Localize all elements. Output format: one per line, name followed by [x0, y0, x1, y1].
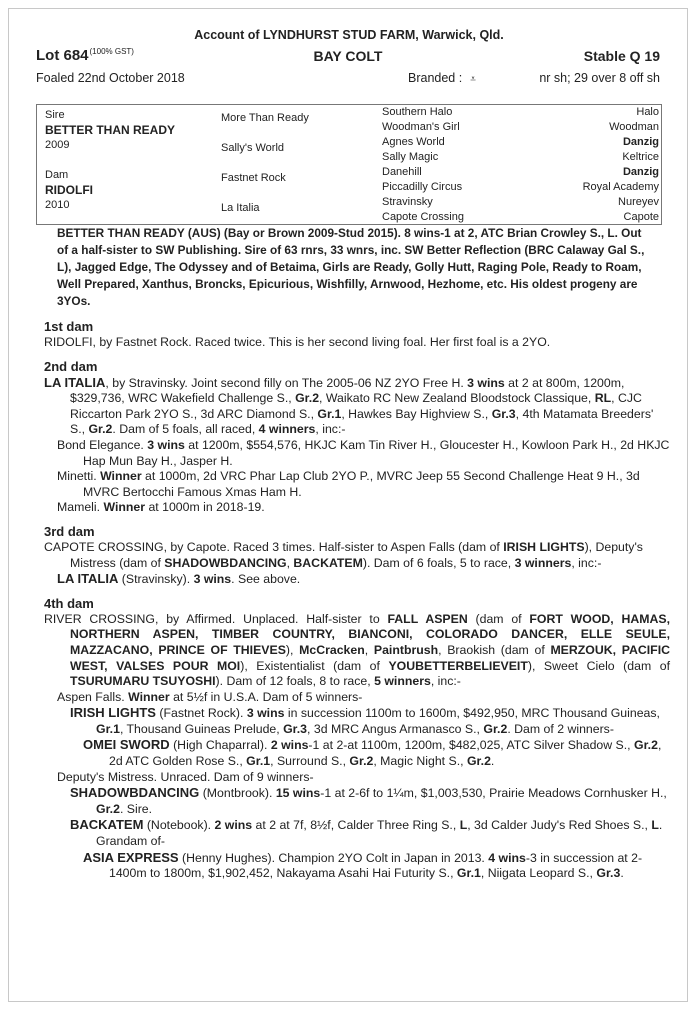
pedigree-table: [36, 104, 662, 225]
bold-text: L: [651, 818, 659, 833]
bold-text: BACKATEM: [70, 817, 144, 833]
gen3-ancestor: Woodman's Girl: [382, 121, 460, 133]
text-run: (Fastnet Rock).: [155, 706, 247, 721]
bold-text: SHADOWBDANCING: [70, 785, 200, 801]
progeny-entry: [44, 438, 670, 469]
bold-text: Gr.2: [349, 754, 374, 769]
text-run: .: [620, 866, 624, 881]
bold-text: Gr.3: [283, 721, 308, 736]
bold-text: Gr.1: [246, 754, 271, 769]
pedigree-gen4: [583, 105, 659, 225]
sire-name: BETTER THAN READY: [45, 123, 176, 137]
text-run: , Surround S.,: [270, 754, 350, 769]
text-run: (Stravinsky).: [118, 572, 194, 587]
bold-text: Gr.3: [491, 406, 516, 421]
bold-text: 15 wins: [275, 786, 321, 801]
first-dam-heading: 1st dam: [44, 319, 94, 334]
text-run: in succession 1100m to 1600m, $492,950, MRC Thousand Guineas,: [284, 706, 660, 721]
text-run: , Braokish (dam of: [438, 642, 551, 657]
dam-dam: La Italia: [221, 202, 260, 214]
first-dam-text: RIDOLFI, by Fastnet Rock. Raced twice. This is her second living foal. Her first foal is a 2YO.: [44, 335, 551, 349]
bold-text: 3 wins: [147, 437, 185, 452]
text-run: .: [490, 754, 495, 769]
dam-name: RIDOLFI: [45, 183, 93, 197]
gen4-ancestor: Danzig: [622, 166, 659, 178]
bold-text: YOUBETTERBELIEVEIT: [388, 658, 528, 673]
bold-text: LA ITALIA: [57, 571, 119, 587]
bold-text: L: [459, 818, 468, 833]
text-run: . Dam of 5 foals, all raced,: [112, 422, 259, 437]
lot-label: Lot 684: [36, 47, 89, 64]
text-run: (dam of: [467, 611, 530, 626]
text-run: ), Sweet Cielo (dam of: [527, 658, 670, 673]
gst-note: (100% GST): [89, 47, 134, 56]
bold-text: Gr.3: [596, 866, 621, 881]
bold-text: 3 wins: [467, 375, 505, 390]
text-run: RIVER CROSSING, by Affirmed. Unplaced. Half-sister to: [44, 611, 388, 626]
bold-text: 5 winners: [374, 674, 431, 689]
text-run: , Magic Night S.,: [373, 754, 467, 769]
text-run: , by Stravinsky. Joint second filly on The 2005-06 NZ 2YO Free H.: [105, 375, 468, 390]
text-run: , Waikato RC New Zealand Bloodstock Classique,: [319, 391, 595, 406]
gen4-ancestor: Capote: [623, 211, 659, 223]
lot-header: [36, 47, 660, 67]
text-run: . Dam of 2 winners-: [507, 721, 614, 736]
bold-text: Gr.2: [96, 801, 120, 816]
family-details: [44, 319, 670, 882]
bold-text: Gr.2: [295, 391, 320, 406]
bold-text: 4 winners: [258, 422, 316, 437]
sire-year: 2009: [45, 139, 70, 151]
text-run: at 1000m, 2d VRC Phar Lap Club 2YO P., MVRC Jeep 55 Second Challenge Heat 9 H., 3d MVRC Bertocchi Famous Xmas Ham H.: [83, 469, 640, 499]
bold-text: Winner: [103, 500, 146, 515]
bold-text: Gr.1: [456, 866, 481, 881]
text-run: , CJC Riccarton Park 2YO S., 3d ARC Diamond S.,: [70, 391, 642, 421]
third-dam-heading: 3rd dam: [44, 523, 95, 539]
gen4-ancestor: Nureyev: [618, 196, 659, 208]
pedigree-parents: [45, 108, 175, 213]
gen4-ancestor: Keltrice: [622, 151, 659, 163]
gen3-ancestor: Sally Magic: [382, 151, 439, 163]
text-run: (Montbrook).: [199, 786, 276, 801]
text-run: , 4th Matamata Breeders' S.,: [70, 406, 654, 437]
text-run: ). Dam of 12 foals, 8 to race,: [215, 674, 375, 689]
horse-description: BAY COLT: [313, 48, 383, 64]
bold-text: TSURUMARU TSUYOSHI: [70, 674, 216, 689]
sire-dam: Sally's World: [221, 142, 285, 154]
bold-text: 2 wins: [214, 818, 253, 833]
bold-text: LA ITALIA: [44, 374, 106, 390]
text-run: -3 in succession at 2-1400m to 1800m, $1,902,452, Nakayama Asahi Hai Futurity S.,: [109, 850, 643, 881]
bold-text: MERZOUK, PACIFIC WEST, VALSES POUR MOI: [70, 642, 670, 673]
gen3-ancestor: Agnes World: [382, 136, 445, 148]
branded-info: [408, 71, 476, 85]
bold-text: Winner: [100, 469, 142, 484]
dam-sire: Fastnet Rock: [221, 172, 286, 184]
fourth-dam-heading: 4th dam: [44, 595, 94, 611]
gen4-ancestor: Royal Academy: [582, 181, 659, 193]
bold-text: FALL ASPEN: [387, 611, 468, 626]
bold-text: IRISH LIGHTS: [70, 705, 156, 721]
bold-text: Winner: [128, 689, 170, 704]
bold-text: Gr.1: [317, 406, 342, 421]
bold-text: Gr.2: [634, 738, 658, 753]
text-run: , Niigata Leopard S.,: [480, 866, 597, 881]
bold-text: Gr.2: [466, 754, 491, 769]
text-run: at 1000m in 2018-19.: [145, 500, 265, 515]
foaled-date: Foaled 22nd October 2018: [36, 71, 185, 85]
gen3-ancestor: Southern Halo: [382, 106, 453, 118]
third-dam-entry: [44, 540, 670, 571]
text-run: ,: [286, 555, 294, 570]
bold-text: Gr.1: [96, 721, 120, 736]
text-run: at 5½f in U.S.A. Dam of 5 winners-: [169, 689, 363, 704]
bold-text: RL: [594, 391, 612, 406]
text-run: Minetti.: [57, 469, 97, 484]
gen4-ancestor: Halo: [636, 106, 659, 118]
sire-summary: BETTER THAN READY (AUS) (Bay or Brown 2009-Stud 2015). 8 wins-1 at 2, ATC Brian Crowley S., L. Out of a half-sister to SW Publishing. Sire of 63 rnrs, 33 wnrs, inc. SW Better Reflection (BRC Calaway Gal S., L), Jagged Edge, The Odyssey and of Betaima, Girls are Ready, Golly Hutt, Raging Pole, Ready to Roam, Well Prepared, Xanthus, Broncks, Epicurious, Wishfilly, Arnwood, Hezhome, etc. His oldest progeny are 3YOs.: [57, 226, 645, 308]
bold-text: Gr.2: [88, 422, 113, 437]
bold-text: ASIA EXPRESS: [83, 849, 179, 865]
progeny-entry: [44, 500, 670, 516]
text-run: . Sire.: [119, 801, 153, 816]
text-run: ), Deputy's Mistress (dam of: [70, 539, 643, 570]
text-run: , inc:-: [315, 422, 346, 437]
branded-label: Branded :: [408, 71, 463, 85]
text-run: , inc:-: [571, 555, 602, 570]
progeny-entry: [44, 690, 670, 706]
text-run: Aspen Falls.: [57, 689, 129, 704]
text-run: Mameli.: [57, 500, 101, 515]
second-dam-heading: 2nd dam: [44, 358, 98, 374]
catalogue-page: [8, 8, 688, 1002]
brand-mark-icon: ⩡: [470, 74, 476, 85]
progeny-entry: [44, 571, 670, 588]
bold-text: 4 wins: [488, 850, 526, 865]
gen4-ancestor: Woodman: [609, 121, 659, 133]
progeny-entry: [44, 705, 670, 737]
bold-text: McCracken: [299, 642, 365, 657]
dam-year: 2010: [45, 199, 70, 211]
text-run: , Hawkes Bay Highview S.,: [341, 406, 492, 421]
text-run: , 3d MRC Angus Armanasco S.,: [307, 721, 484, 736]
text-run: , 2d ATC Golden Rose S.,: [109, 738, 662, 769]
bold-text: Gr.2: [483, 721, 508, 736]
text-run: -1 at 2-6f to 1¼m, $1,003,530, Prairie Meadows Cornhusker H.,: [320, 786, 667, 801]
text-run: , inc:-: [430, 674, 461, 689]
second-dam-entry: [44, 375, 670, 438]
stable-number: Stable Q 19: [583, 48, 660, 64]
bold-text: 3 winners: [514, 555, 572, 570]
brand-position: nr sh; 29 over 8 off sh: [539, 71, 660, 85]
text-run: -1 at 2-at 1100m, 1200m, $482,025, ATC Silver Shadow S.,: [308, 738, 635, 753]
dam-label: Dam: [45, 169, 69, 181]
gen3-ancestor: Stravinsky: [382, 196, 433, 208]
bold-text: 2 wins: [270, 738, 309, 753]
progeny-entry: [44, 785, 670, 817]
text-run: . Grandam of-: [96, 818, 663, 849]
sire-label: Sire: [45, 109, 65, 121]
gen3-ancestor: Capote Crossing: [382, 211, 464, 223]
text-run: CAPOTE CROSSING, by Capote. Raced 3 times. Half-sister to Aspen Falls (dam of: [44, 539, 504, 554]
gen3-ancestor: Danehill: [382, 166, 422, 178]
text-run: , 3d Calder Judy's Red Shoes S.,: [467, 818, 652, 833]
vendor-account: Account of LYNDHURST STUD FARM, Warwick, Qld.: [194, 28, 504, 42]
text-run: (High Chaparral).: [169, 738, 271, 753]
fourth-dam-entry: [44, 612, 670, 690]
text-run: ), Existentialist (dam of: [240, 658, 389, 673]
bold-text: SHADOWBDANCING: [164, 555, 287, 570]
bold-text: 3 wins: [246, 706, 285, 721]
sire-sire: More Than Ready: [221, 112, 309, 124]
text-run: ),: [285, 642, 300, 657]
gen3-ancestor: Piccadilly Circus: [382, 181, 463, 193]
progeny-entry: [44, 737, 670, 769]
text-run: at 2 at 7f, 8½f, Calder Three Ring S.,: [252, 818, 460, 833]
progeny-entry: [44, 469, 670, 500]
bold-text: IRISH LIGHTS: [503, 539, 585, 554]
text-run: Bond Elegance.: [57, 437, 144, 452]
text-run: ). Dam of 6 foals, 5 to race,: [362, 555, 515, 570]
progeny-entry: [44, 850, 670, 882]
text-run: at 1200m, $554,576, HKJC Kam Tin River H., Gloucester H., Kowloon Park H., 2d HKJC Hap Mun Bay H., Jasper H.: [83, 437, 670, 468]
pedigree-gen3: [382, 105, 464, 225]
bold-text: Paintbrush: [373, 642, 439, 657]
text-run: , Thousand Guineas Prelude,: [119, 721, 284, 736]
text-run: (Henny Hughes). Champion 2YO Colt in Japan in 2013.: [178, 850, 489, 865]
text-run: at 2 at 800m, 1200m, $329,736, WRC Wakefield Challenge S.,: [70, 375, 625, 406]
text-run: . See above.: [231, 572, 301, 587]
progeny-entry: [44, 817, 670, 849]
bold-text: FORT WOOD, HAMAS, NORTHERN ASPEN, TIMBER COUNTRY, BIANCONI, COLORADO DANCER, ELLE SEULE, MAZZACANO, PRINCE OF THIEVES: [70, 611, 670, 657]
bold-text: 3 wins: [193, 572, 232, 587]
bold-text: BACKATEM: [293, 555, 363, 570]
text-run: (Notebook).: [143, 818, 215, 833]
gen4-ancestor: Danzig: [622, 136, 659, 148]
bold-text: OMEI SWORD: [83, 737, 170, 753]
progeny-entry: Deputy's Mistress. Unraced. Dam of 9 winners-: [57, 769, 314, 784]
text-run: ,: [364, 642, 374, 657]
